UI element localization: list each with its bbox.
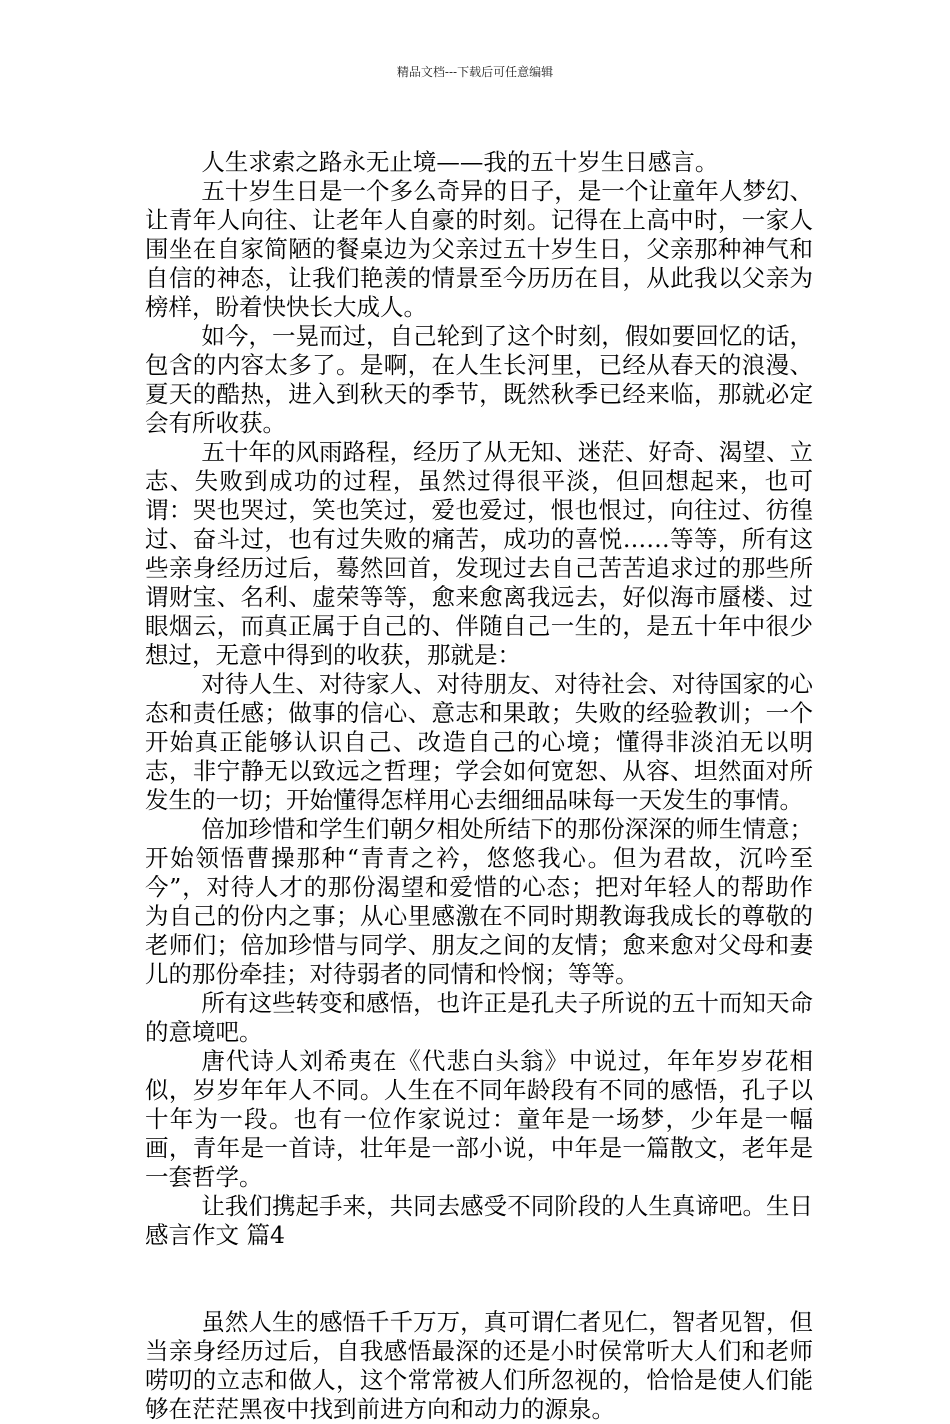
paragraph: 五十年的风雨路程，经历了从无知、迷茫、好奇、渴望、立志、失败到成功的过程，虽然过得很平淡，但回想起来，也可谓：哭也哭过，笑也笑过，爱也爱过，恨也恨过，向往过、彷徨过、奋斗过，也有过失败的痛苦，成功的喜悦……等等，所有这些亲身经历过后，蓦然回首，发现过去自己苦苦追求过的那些所谓财宝、名利、虚荣等等，愈来愈离我远去，好似海市蜃楼、过眼烟云，而真正属于自己的、伴随自己一生的，是五十年中很少想过，无意中得到的收获，那就是： xyxy=(145,438,813,669)
paragraph: 唐代诗人刘希夷在《代悲白头翁》中说过，年年岁岁花相似，岁岁年年人不同。人生在不同年龄段有不同的感悟，孔子以十年为一段。也有一位作家说过：童年是一场梦，少年是一幅画，青年是一首诗，壮年是一部小说，中年是一篇散文，老年是一套哲学。 xyxy=(145,1047,813,1191)
paragraph: 五十岁生日是一个多么奇异的日子，是一个让童年人梦幻、让青年人向往、让老年人自豪的时刻。记得在上高中时，一家人围坐在自家简陋的餐桌边为父亲过五十岁生日，父亲那种神气和自信的神态，让我们艳羡的情景至今历历在目，从此我以父亲为榜样，盼着快快长大成人。 xyxy=(145,177,813,321)
paragraph: 对待人生、对待家人、对待朋友、对待社会、对待国家的心态和责任感；做事的信心、意志和果敢；失败的经验教训；一个开始真正能够认识自己、改造自己的心境；懂得非淡泊无以明志，非宁静无以致远之哲理；学会如何宽恕、从容、坦然面对所发生的一切；开始懂得怎样用心去细细品味每一天发生的事情。 xyxy=(145,670,813,814)
paragraph-title: 人生求索之路永无止境——我的五十岁生日感言。 xyxy=(201,148,719,176)
paragraph: 倍加珍惜和学生们朝夕相处所结下的那份深深的师生情意；开始领悟曹操那种“青青之衿，悠悠我心。但为君故，沉吟至今”，对待人才的那份渴望和爱惜的心态；把对年轻人的帮助作为自己的份内之事；从心里感激在不同时期教诲我成长的尊敬的老师们；倍加珍惜与同学、朋友之间的友情；愈来愈对父母和妻儿的那份牵挂；对待弱者的同情和怜悯；等等。 xyxy=(145,815,813,988)
document-body xyxy=(145,148,813,1424)
paragraph: 所有这些转变和感悟，也许正是孔夫子所说的五十而知天命的意境吧。 xyxy=(145,989,813,1046)
page-header: 精品文档---下载后可任意编辑 xyxy=(396,65,554,79)
paragraph: 如今，一晃而过，自己轮到了这个时刻，假如要回忆的话，包含的内容太多了。是啊，在人生长河里，已经从春天的浪漫、夏天的酷热，进入到秋天的季节，既然秋季已经来临，那就必定会有所收获。 xyxy=(145,322,813,437)
paragraph: 虽然人生的感悟千千万万，真可谓仁者见仁，智者见智，但当亲身经历过后，自我感悟最深的还是小时侯常听大人们和老师唠叨的立志和做人，这个常常被人们所忽视的，恰恰是使人们能够在茫茫黑夜中找到前进方向和动力的源泉。 xyxy=(145,1308,813,1423)
paragraph: 让我们携起手来，共同去感受不同阶段的人生真谛吧。生日感言作文 篇4 xyxy=(145,1192,813,1249)
section-gap xyxy=(145,1250,813,1308)
